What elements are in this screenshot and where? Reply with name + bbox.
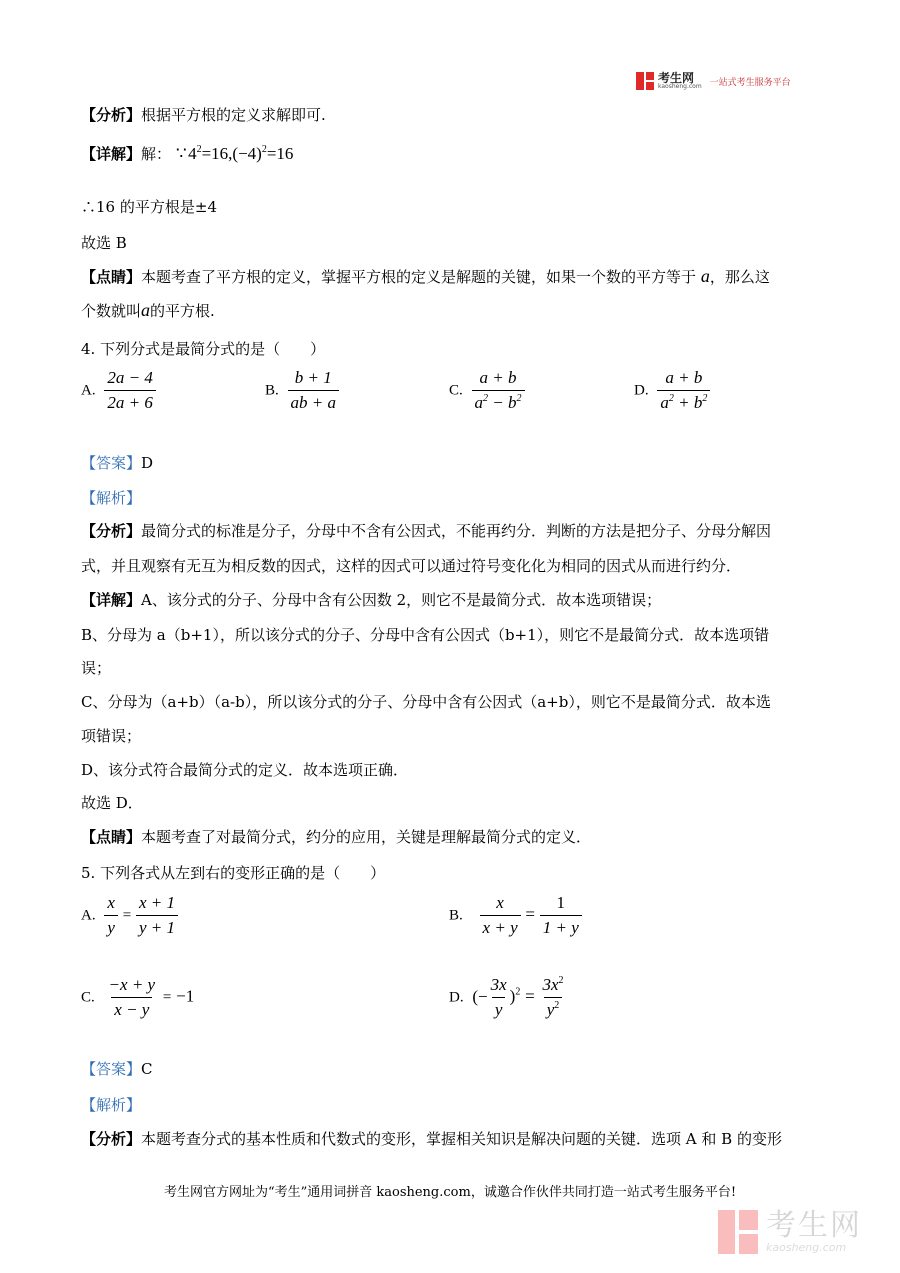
q4-option-d: D. $\frac{a + b}{a^2 + b^2}$: [634, 368, 710, 413]
q5-analysis-line1: 【分析】本题考查分式的基本性质和代数式的变形，掌握相关知识是解决问题的关键．选项 A 和 B 的变形: [81, 1130, 782, 1148]
q4-detail-c1: C、分母为（a+b）（a-b），所以该分式的分子、分母中含有公因式（a+b），则它不是最简分式．故本选: [81, 693, 771, 711]
q3-detail: 【详解】解： ∵ $4^2=16,(-4)^2=16$: [81, 144, 294, 163]
q4-analysis-line1: 【分析】最简分式的标准是分子，分母中不含有公因式，不能再约分．判断的方法是把分子、分母分解因: [81, 522, 772, 540]
logo-icon: [636, 72, 654, 90]
q5-answer: 【答案】C: [81, 1060, 153, 1078]
logo-domain: kaosheng.com: [658, 83, 702, 90]
q3-choose: 故选 B: [81, 234, 127, 252]
q4-detail-a: 【详解】A、该分式的分子、分母中含有公因数 2，则它不是最简分式．故本选项错误；: [81, 591, 662, 609]
q4-detail-d: D、该分式符合最简分式的定义．故本选项正确．: [81, 761, 409, 779]
q5-option-b: B. $\frac{x}{x + y}$ = $\frac{1}{1 + y}$: [449, 893, 582, 938]
logo-slogan: 一站式考生服务平台: [709, 77, 791, 88]
q4-answer: 【答案】D: [81, 454, 154, 472]
q4-analysis-head: 【解析】: [81, 489, 142, 507]
q4-choose: 故选 D．: [81, 794, 143, 812]
watermark-domain: kaosheng.com: [766, 1240, 847, 1254]
q3-comment-line2: 个数就叫a的平方根.: [81, 300, 215, 320]
q4-analysis-line2: 式，并且观察有无互为相反数的因式，这样的因式可以通过符号变化化为相同的因式从而进行约分．: [81, 557, 742, 575]
q5-option-c: C. $\frac{-x + y}{x - y}$ = −1: [81, 975, 195, 1019]
q4-stem: 4. 下列分式是最简分式的是（ ）: [81, 340, 326, 358]
q4-detail-c2: 项错误；: [81, 727, 142, 745]
page-footer: 考生网官方网址为“考生”通用词拼音 kaosheng.com，诚邀合作伙伴共同打造一站式考生服务平台!: [163, 1185, 737, 1200]
q4-option-a: A. $\frac{2a - 4}{2a + 6}$: [81, 368, 156, 413]
q3-comment-line1: 【点睛】本题考查了平方根的定义，掌握平方根的定义是解题的关键，如果一个数的平方等于 a，那么这: [81, 266, 770, 286]
q3-therefore: ∴16 的平方根是±4: [81, 198, 217, 216]
q5-option-a: A. $\frac{x}{y}$ = $\frac{x + 1}{y + 1}$: [81, 893, 178, 938]
q5-analysis-head: 【解析】: [81, 1096, 142, 1114]
q4-comment: 【点睛】本题考查了对最简分式，约分的应用，关键是理解最简分式的定义．: [81, 828, 592, 846]
q3-analysis: 【分析】根据平方根的定义求解即可.: [81, 106, 326, 124]
watermark-name: 考生网: [766, 1208, 862, 1244]
watermark-logo: [718, 1210, 862, 1254]
q4-option-b: B. $\frac{b + 1}{ab + a}$: [265, 368, 339, 413]
q4-detail-b1: B、分母为 a（b+1），所以该分式的分子、分母中含有公因式（b+1），则它不是最简分式．故本选项错: [81, 626, 770, 644]
watermark-icon: [718, 1210, 758, 1254]
q3-detail-math: ∵ $4^2=16,(-4)^2=16$: [175, 144, 294, 163]
logo-name: 考生网: [658, 71, 695, 85]
header-logo: [636, 72, 791, 90]
q5-stem: 5. 下列各式从左到右的变形正确的是（ ）: [81, 864, 386, 882]
q4-detail-b2: 误；: [81, 659, 112, 677]
q4-option-c: C. $\frac{a + b}{a^2 - b^2}$: [449, 368, 525, 413]
q5-option-d: D. (− $\frac{3x}{y}$ )$^2$ = $\frac{3x^2}{y^2}$: [449, 975, 564, 1019]
